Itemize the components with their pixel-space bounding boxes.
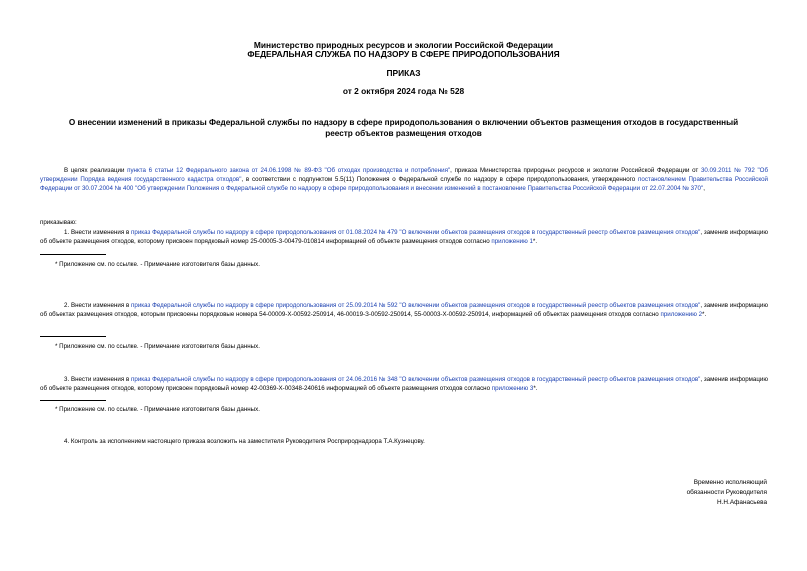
- signatory-name: Н.Н.Афанасьева: [717, 499, 767, 507]
- footnote-2: * Приложение см. по ссылке. - Примечание изготовителя базы данных.: [55, 343, 260, 350]
- footnote-divider-1: [40, 254, 106, 255]
- preamble-text-4: ,: [703, 185, 705, 193]
- link-order-592[interactable]: приказ Федеральной службы по надзору в сфере природопользования от 25.09.2014 № 592 "О включении объектов размещения отходов в государственный реестр объектов размещения отходов": [131, 302, 701, 309]
- service-heading: ФЕДЕРАЛЬНАЯ СЛУЖБА ПО НАДЗОРУ В СФЕРЕ ПРИРОДОПОЛЬЗОВАНИЯ: [247, 49, 560, 59]
- preamble-paragraph: [40, 166, 768, 194]
- footnote-1: * Приложение см. по ссылке. - Примечание изготовителя базы данных.: [55, 261, 260, 268]
- link-order-479[interactable]: приказ Федеральной службы по надзору в сфере природопользования от 01.08.2024 № 479 "О включении объектов размещения отходов в государственный реестр объектов размещения отходов": [131, 229, 701, 236]
- ministry-heading: Министерство природных ресурсов и экологии Российской Федерации: [253, 40, 554, 50]
- doc-date-number: от 2 октября 2024 года № 528: [342, 86, 465, 96]
- item-1-text-1: 1. Внести изменения в: [64, 229, 132, 236]
- item-1-text-3: *.: [532, 238, 538, 246]
- link-appendix-1[interactable]: приложению 1: [491, 238, 533, 246]
- item-1-text-2: , заменив информацию об объекте размещения отходов, которому присвоен порядковый номер 25-00005-З-00479-010814 информацией об объекте размещения отходов согласно: [40, 229, 768, 246]
- item-4-paragraph: 4. Контроль за исполнением настоящего приказа возложить на заместителя Руководителя Росприроднадзора Т.А.Кузнецову.: [64, 438, 425, 445]
- footnote-3: * Приложение см. по ссылке. - Примечание изготовителя базы данных.: [55, 406, 260, 413]
- item-2-text-1: 2. Внести изменения в: [64, 302, 132, 309]
- item-3-text-2: , заменив информацию об объекте размещения отходов, которому присвоен порядковый номер 42-00369-Х-00348-240616 информацией об объекте размещения отходов согласно: [40, 376, 768, 393]
- document-title: О внесении изменений в приказы Федеральной службы по надзору в сфере природопользования о включении объектов размещения отходов в государственный реестр объектов размещения отходов: [68, 118, 739, 138]
- preamble-text-1: В целях реализации: [64, 167, 128, 174]
- item-3-text-1: 3. Внести изменения в: [64, 376, 132, 383]
- item-1-paragraph: [40, 228, 768, 246]
- doc-type-heading: ПРИКАЗ: [386, 68, 421, 78]
- link-appendix-2[interactable]: приложению 2: [660, 311, 703, 319]
- signature-line-2: обязанности Руководителя: [686, 489, 767, 497]
- item-2-paragraph: [40, 301, 768, 319]
- item-2-text-3: *.: [702, 311, 707, 319]
- footnote-divider-3: [40, 400, 106, 401]
- preamble-text-3: , в соответствии с подпунктом 5.5(11) Положения о Федеральной службе по надзору в сфере природопользования, утвержденного: [241, 176, 639, 184]
- item-3-paragraph: [40, 375, 768, 393]
- signature-block: [567, 478, 767, 509]
- signature-line-1: Временно исполняющий: [693, 479, 767, 486]
- link-resolution-400[interactable]: постановлением Правительства Российской Федерации от 30.07.2004 № 400 "Об утверждении Положения о Федеральной службе по надзору в сфере природопользования и внесении изменений в постановление Правительства Российской Федерации от 22.07.2004 № 370": [40, 176, 769, 193]
- link-order-348[interactable]: приказ Федеральной службы по надзору в сфере природопользования от 24.06.2016 № 348 "О включении объектов размещения отходов в государственный реестр объектов размещения отходов": [131, 376, 701, 383]
- link-appendix-3[interactable]: приложению 3: [491, 385, 534, 393]
- footnote-divider-2: [40, 336, 106, 337]
- item-3-text-3: *.: [533, 385, 538, 393]
- link-order-792[interactable]: 30.09.2011 № 792 "Об утверждении Порядка ведения государственного кадастра отходов": [40, 167, 769, 184]
- orders-label: приказываю:: [40, 219, 77, 226]
- item-2-text-2: , заменив информацию об объектах размещения отходов, которым присвоены порядковые номера 54-00009-Х-00592-250914, 46-00019-З-00592-250914, 55-00003-Х-00592-250914, информацией об объектах размещения отходов согласно: [40, 302, 768, 319]
- link-law-89fz[interactable]: пункта 6 статьи 12 Федерального закона от 24.06.1998 № 89-ФЗ "Об отходах производства и потребления": [127, 167, 451, 174]
- preamble-text-2: , приказа Министерства природных ресурсов и экологии Российской Федерации от: [450, 167, 701, 174]
